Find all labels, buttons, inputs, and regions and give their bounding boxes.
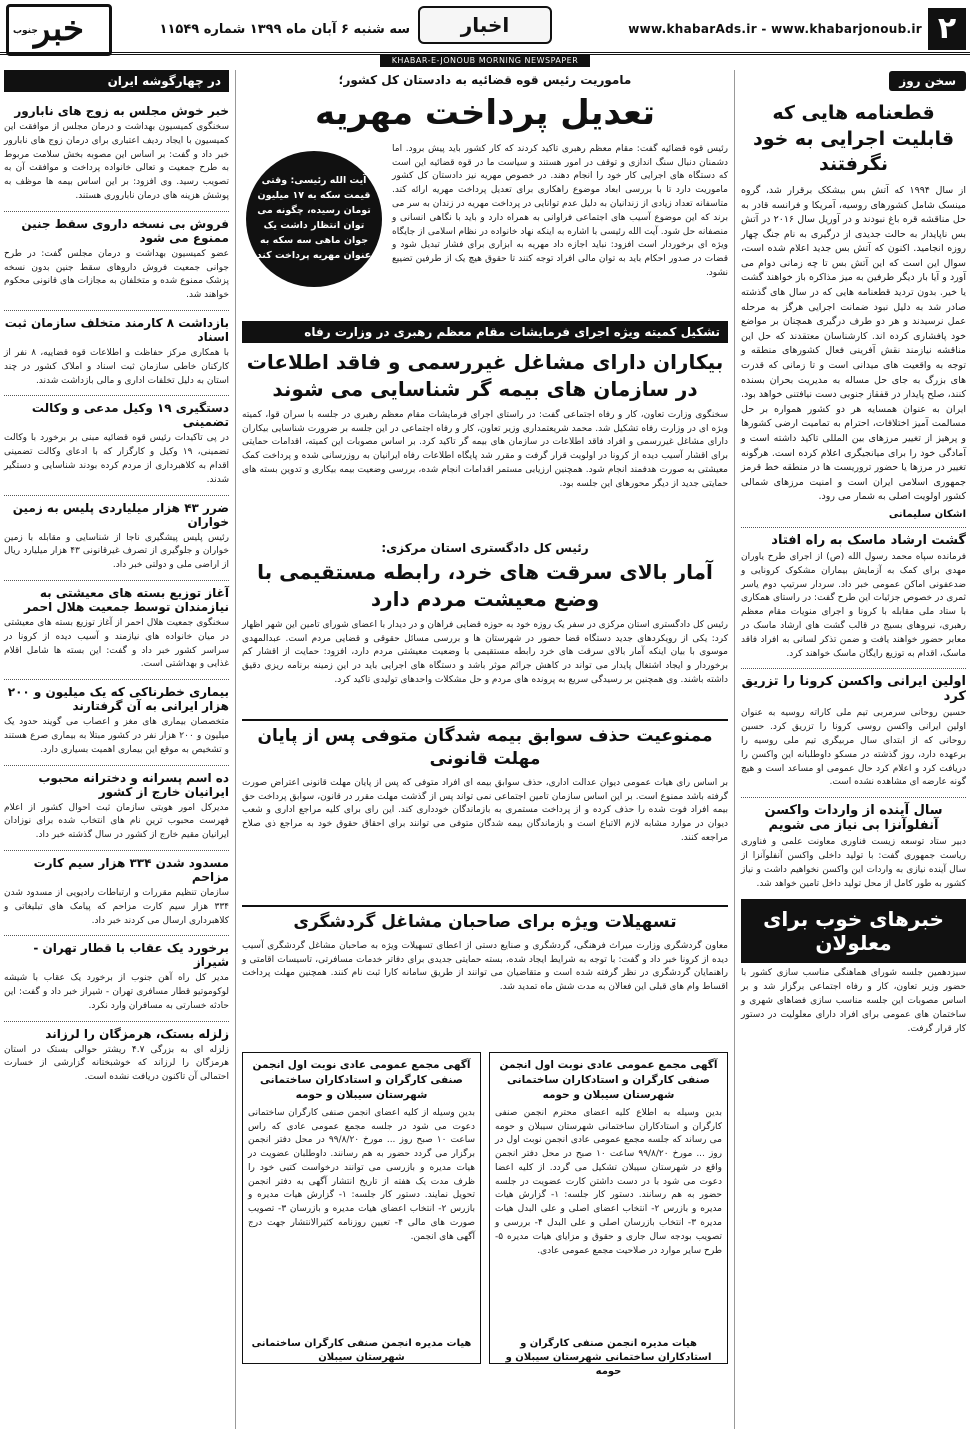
brief-title: ضرر ۴۳ هزار میلیاردی پلیس به زمین خواران — [4, 495, 229, 529]
notice-footer: هیات مدیره انجمن صنفی کارگران ساختمانی شهرستان سیبلان — [251, 1337, 472, 1363]
lead-body: رئیس قوه قضائیه گفت: مقام معظم رهبری تاکید کردند که کار کشور باید پیش برود. اما دشمنان دنبال سنگ اندازی و توقف در امور هستند و سیاست ما در قوه قضائیه این است که دستگاه های اجرایی کار خود را انجام دهند. در خصوص مهریه نیز دادستان کل کشور ماموریت دارد تا با بررسی ابعاد موضوع راهکاری برای تعدیل پرداخت مهریه ارائه کند. متاسفانه تعداد زیادی از زندانیان به دلیل عدم توانایی در پرداخت مهریه در زندان به سر می برند که این موضوع آسیب های اجتماعی فراوانی به همراه دارد و باید با نگاهی انسانی و منصفانه حل شود. آیت الله رئیسی با اشاره به اینکه نهاد خانواده در نظام اسلامی از جایگاه ویژه ای برخوردار است افزود: نباید اجازه داد مهریه به ابزاری برای فشار تبدیل شود و قضات در صدور احکام باید به توان مالی افراد توجه کنند تا حقوق هیچ یک از طرفین تضییع نشود. — [392, 143, 728, 279]
issue-info: سه شنبه ۶ آبان ماه ۱۳۹۹ شماره ۱۱۵۴۹ — [159, 22, 410, 37]
news-body: حسین روحانی سرمربی تیم ملی کاراته روسیه به عنوان اولین ایرانی واکسن روسی کرونا را تزریق کرد. حسین روحانی که از ابتدای سال مربیگری تیم ملی روسیه را برعهده دارد، روز گذشته در مسکو داوطلبانه این واکسن را دریافت کرد و اعلام کرد حال عمومی او مساعد است و هیچ گونه عارضه ای مشاهده نشده است. — [741, 708, 966, 788]
welfare-headline: بیکاران دارای مشاغل غیررسمی و فاقد اطلاعات در سازمان های بیمه گر شناسایی می شوند — [246, 349, 724, 401]
brief-body: مدیرکل امور هویتی سازمان ثبت احوال کشور از اعلام فهرست محبوب ترین نام های انتخاب شده برای نوزادان ایرانیان مقیم خارج از کشور در سال گذشته خبر داد. — [4, 802, 229, 841]
news-title: اولین ایرانی واکسن کرونا را تزریق کرد — [741, 668, 966, 704]
right-column — [734, 70, 966, 1429]
brief-title: بازداشت ۸ کارمند متخلف سازمان ثبت اسناد — [4, 310, 229, 344]
provinces-label: در چهارگوشه ایران — [4, 70, 229, 92]
brief-title: مسدود شدن ۳۳۴ هزار سیم کارت مزاحم — [4, 850, 229, 884]
brief-body: مدیر کل راه آهن جنوب از برخورد یک عقاب با شیشه لوکوموتیو قطار مسافری تهران - شیراز خبر داد و گفت: این حادثه خسارتی به مسافران وارد نکرد. — [4, 973, 229, 1011]
tourism-headline: تسهیلات ویژه برای صاحبان مشاغل گردشگری — [242, 905, 728, 934]
welfare-body: سخنگوی وزارت تعاون، کار و رفاه اجتماعی گفت: در راستای اجرای فرمایشات مقام معظم رهبری در جلسه با سران قوا، کمیته ویژه ای در وزارت رفاه تشکیل شد. محمد شریعتمداری وزیر تعاون، کار و رفاه اجتماعی در این جلسه بر ضرورت شناسایی بیکاران دارای مشاغل غیررسمی و افراد فاقد اطلاعات در سازمان های بیمه گر تاکید کرد. بر اساس مصوبات این کمیته، اقدامات حمایتی برای اقشار آسیب دیده از کرونا در اولویت قرار گرفت و مقرر شد پایگاه اطلاعات رفاه ایرانیان به روزرسانی شده و پرداخت کمک معیشتی به صورت هدفمند انجام شود. همچنین ارزیابی مستمر اقدامات انجام شده، بررسی وضعیت بیمه بیکاری و تدوین بسته های حمایتی جدید از دیگر محورهای این جلسه بود. — [242, 409, 728, 489]
brief-body: در پی تاکیدات رئیس قوه قضائیه مبنی بر برخورد با وکالت تضمینی، ۱۹ وکیل و کارگزار که با ادعای وکالت تضمینی اقدام به کلاهبرداری از مردم کرده بودند شناسایی و دستگیر شدند. — [4, 433, 229, 485]
brief-title: بیماری خطرناکی که یک میلیون و ۲۰۰ هزار ایرانی به آن گرفتارند — [4, 679, 229, 713]
theft-body: رئیس کل دادگستری استان مرکزی در سفر یک روزه خود به حوزه قضایی فراهان و در دیدار با اعضای شورای تامین این شهر اظهار کرد: یکی از رویکردهای جدید دستگاه قضا حضور در شهرستان ها و بررسی مسائل حقوقی و قضایی مردم است. عبدالمهدی موسوی با بیان اینکه آمار بالای سرقت های خرد رابطه مستقیمی با وضعیت معیشتی مردم دارد، افزود: حمایت از اقشار کم برخوردار و ایجاد اشتغال پایدار می تواند در کاهش جرائم موثر باشد و دستگاه های اجرایی باید در این زمینه برنامه ریزی دقیق داشته باشند. وی همچنین بر رسیدگی سریع به پرونده های مردم و حل مشکلات واحدهای تولیدی تاکید کرد. — [242, 619, 728, 686]
lead-kicker: ماموریت رئیس قوه قضائیه به دادستان کل کشور؛ — [338, 73, 632, 87]
news-body: دبیر ستاد توسعه زیست فناوری معاونت علمی و فناوری ریاست جمهوری گفت: با تولید داخلی واکسن آنفلوآنزا از سال آینده نیازی به واردات این واکسن نخواهیم داشت و نیاز کشور به طور کامل از محل تولید داخل تامین خواهد شد. — [741, 837, 966, 889]
brief-title: ده اسم پسرانه و دخترانه محبوب ایرانیان خارج از کشور — [4, 765, 229, 799]
theft-headline: آمار بالای سرقت های خرد، رابطه مستقیمی با وضع معیشت مردم دارد — [257, 559, 713, 611]
page-header — [0, 0, 970, 66]
brief-title: فروش بی نسخه داروی سقط جنین ممنوع می شود — [4, 211, 229, 245]
notices-row — [242, 1052, 728, 1377]
theft-kicker: رئیس کل دادگستری استان مرکزی: — [381, 540, 589, 555]
tourism-body: معاون گردشگری وزارت میراث فرهنگی، گردشگری و صنایع دستی از اعطای تسهیلات ویژه به صاحبان مشاغل گردشگری آسیب دیده از کرونا خبر داد و گفت: با توجه به شرایط ایجاد شده، بسته حمایتی جدیدی برای دفاتر خدمات مسافرتی، تاسیسات اقامتی و راهنمایان گردشگری در نظر گرفته شده است و متقاضیان می توانند از طریق سامانه کارا ثبت نام کنند. همچنین مهلت پرداخت اقساط وام های قبلی این فعالان به مدت شش ماه تمدید شد. — [242, 940, 728, 993]
section-title: اخبار — [418, 6, 552, 44]
news-title: سال آینده از واردات واکسن آنفلوآنزا بی نیاز می شویم — [741, 797, 966, 833]
news-body: فرمانده سپاه محمد رسول الله (ص) از اجرای طرح یاوران مهدی برای کمک به آزمایش بیماران مشکوک کرونایی و ضدعفونی اماکن عمومی خبر داد. سردار سرتیپ دوم یاسر ثمری در خصوص جزئیات این طرح گفت: در راستای همکاری با ستاد ملی مقابله با کرونا و اجرای منویات مقام معظم رهبری، نیروهای بسیج در قالب گشت های ارشاد ماسک در معابر حضور خواهند یافت و ضمن تذکر لسانی به افراد فاقد ماسک، اقدام به توزیع رایگان ماسک خواهند کرد. — [741, 551, 966, 659]
editorial-title: قطعنامه هایی که قابلیت اجرایی به خود نگرفتند — [752, 102, 955, 176]
disabled-news-body: سیزدهمین جلسه شورای هماهنگی مناسب سازی کشور با حضور وزیر تعاون، کار و رفاه اجتماعی برگزار شد و بر اساس مصوبات این جلسه مناسب سازی فضاهای شهری و ساختمان های عمومی برای افراد دارای معلولیت در دستور کار قرار گرفت. — [741, 968, 966, 1034]
editorial-label: سخن روز — [889, 71, 966, 91]
lead-headline: تعدیل پرداخت مهریه — [315, 93, 655, 133]
newspaper-logo — [6, 4, 112, 56]
welfare-bar: تشکیل کمیته ویژه اجرای فرمایشات مقام معظم رهبری در وزارت رفاه — [242, 321, 728, 343]
logo-subtitle: جنوب — [13, 26, 38, 36]
masthead-english: KHABAR-E-JONOUB MORNING NEWSPAPER — [380, 54, 590, 67]
lead-story — [242, 143, 728, 313]
notice-box — [489, 1052, 728, 1377]
brief-body: عضو کمیسیون بهداشت و درمان مجلس گفت: در طرح جوانی جمعیت فروش داروهای سقط جنین بدون نسخه پزشک ممنوع شده و متخلفان به مجازات های قانونی محکوم خواهند شد. — [4, 248, 229, 301]
notice-title: آگهی مجمع عمومی عادی نوبت اول انجمن صنفی کارگران و استادکاران ساختمانی شهرستان سیبلان و حومه — [499, 1058, 718, 1101]
brief-title: برخورد یک عقاب با قطار تهران - شیراز — [4, 935, 229, 969]
brief-body: رئیس پلیس پیشگیری ناجا از شناسایی و مقابله با زمین خواران و جلوگیری از تصرف غیرقانونی ۴۳ هزار میلیارد ریال از اراضی ملی و دولتی خبر داد. — [4, 532, 229, 571]
brief-body: سخنگوی جمعیت هلال احمر از آغاز توزیع بسته های معیشتی در میان خانواده های نیازمند و آسیب دیده از کرونا در سراسر کشور خبر داد و گفت: این بسته ها شامل اقلام غذایی و بهداشتی است. — [4, 617, 229, 670]
insurance-body: بر اساس رای هیات عمومی دیوان عدالت اداری، حذف سوابق بیمه ای افراد متوفی که پس از پایان مهلت قانونی اعتراض صورت گرفته باشد ممنوع است. بر این اساس سازمان تامین اجتماعی نمی تواند پس از گذشت مهلت مقرر در قانون، سوابق پرداخت حق بیمه افراد فوت شده را حذف کرده و از پرداخت مستمری به بازماندگان خودداری کند. این رای برای کلیه مراجع اداری و شعب دیوان در موارد مشابه لازم الاتباع است و بازماندگان بیمه شدگان متوفی می توانند برای احقاق حقوق خود به مراجع ذی صلاح مراجعه کنند. — [242, 777, 728, 843]
notice-box — [242, 1052, 481, 1364]
logo-text: خبر — [33, 9, 85, 49]
notice-body: بدین وسیله از کلیه اعضای انجمن صنفی کارگران ساختمانی دعوت می شود در جلسه مجمع عمومی عادی که راس ساعت ۱۰ صبح روز ... مورخ ۹۹/۸/۲۰ در محل دفتر انجمن برگزار می گردد حضور به هم رسانند. داوطلبان عضویت در هیات مدیره و بازرسی می توانند درخواست کتبی خود را ظرف مدت یک هفته از تاریخ انتشار آگهی به دفتر انجمن تحویل نمایند. دستور کار جلسه: ۱- گزارش هیات مدیره و بازرس ۲- انتخاب اعضای هیات مدیره و بازرسان ۳- تصویب صورت های مالی ۴- تعیین روزنامه کثیرالانتشار جهت درج آگهی های انجمن. — [248, 1107, 475, 1242]
notice-title: آگهی مجمع عمومی عادی نوبت اول انجمن صنفی کارگران و استادکاران ساختمانی شهرستان سیبلان و حومه — [252, 1058, 471, 1101]
brief-body: زلزله ای به بزرگی ۴.۷ ریشتر حوالی بستک در استان هرمزگان را لرزاند که خوشبختانه گزارشی از خسارت احتمالی آن تاکنون دریافت نشده است. — [4, 1044, 229, 1083]
brief-title: دستگیری ۱۹ وکیل مدعی و وکالت تضمینی — [4, 395, 229, 429]
news-title: گشت ارشاد ماسک به راه افتاد — [741, 527, 966, 548]
site-urls[interactable]: www.khabarAds.ir - www.khabarjonoub.ir — [628, 22, 922, 36]
brief-title: آغاز توزیع بسته های معیشتی به نیازمندان توسط جمعیت هلال احمر — [4, 580, 229, 614]
left-column — [4, 70, 236, 1429]
page-number: ۲ — [928, 8, 966, 50]
disabled-news-title: خبرهای خوب برای معلولان — [741, 899, 966, 963]
notice-body: بدین وسیله به اطلاع کلیه اعضای محترم انجمن صنفی کارگران و استادکاران ساختمانی شهرستان سیبلان و حومه می رساند که جلسه مجمع عمومی عادی انجمن نوبت اول در روز ... مورخ ۹۹/۸/۲۰ ساعت ۱۰ صبح در محل دفتر انجمن واقع در شهرستان سیبلان تشکیل می گردد. از کلیه اعضا دعوت می شود با در دست داشتن کارت عضویت در جلسه حضور به هم رسانند. دستور کار جلسه: ۱- گزارش هیات مدیره و بازرس ۲- انتخاب اعضای اصلی و علی البدل هیات مدیره ۳- انتخاب بازرسان اصلی و علی البدل ۴- بررسی و تصویب بودجه سال جاری و حقوق و مزایای هیات مدیره ۵- طرح سایر موارد در صلاحیت مجمع عمومی عادی. — [495, 1107, 722, 1256]
quote-badge: آیت الله رئیسی: وقتی قیمت سکه به ۱۷ میلیون تومان رسیده، چگونه می توان انتظار داشت یک جوان ماهی سه سکه به عنوان مهریه پرداخت کند — [246, 151, 382, 287]
middle-column — [242, 70, 728, 1429]
notice-footer: هیات مدیره انجمن صنفی کارگران و استادکاران ساختمانی شهرستان سیبلان و حومه — [505, 1337, 712, 1377]
brief-body: سازمان تنظیم مقررات و ارتباطات رادیویی از مسدود شدن ۳۳۴ هزار سیم کارت مزاحم که پیامک های تبلیغاتی و کلاهبرداری ارسال می کردند خبر داد. — [4, 887, 229, 926]
brief-title: زلزله بستک، هرمزگان را لرزاند — [4, 1021, 229, 1041]
editorial-body: از سال ۱۹۹۴ که آتش بس بیشکک برقرار شد، گروه مینسک شامل کشورهای روسیه، آمریکا و فرانسه قادر به حل مناقشه قره باغ نبودند و در آوریل سال ۲۰۱۶ در آتش بس ناپایدار به حالت جدیدی از درگیری به نام جنگ چهار روزه انجامید. اکنون که آتش بس جدید اعلام شده است، سوال این است که این آتش بس تا چه زمانی دوام می آورد و آیا بار دیگر طرفین به میز مذاکره باز خواهند گشت یا خیر. بدون تردید قطعنامه هایی که در سال های گذشته صادر شد به دلیل نبود ضمانت اجرایی هرگز به مرحله عمل نرسیدند و هر دو طرف درگیری همچنان بر مواضع خود پافشاری کرده اند. کارشناسان معتقدند که حل این مناقشه نیازمند نقش آفرینی فعال کشورهای منطقه و توجه به واقعیت های میدانی است و تا زمانی که قدرت های بزرگ به جای حل مساله به مدیریت بحران بسنده کنند، صلح پایدار در قفقاز جنوبی دست نیافتنی خواهد بود. ایران به عنوان همسایه هر دو کشور همواره بر حل مسالمت آمیز اختلافات، احترام به تمامیت ارضی کشورها و پرهیز از تغییر مرزهای بین المللی تاکید داشته است و آمادگی خود را برای میانجیگری اعلام کرده است. هرگونه تغییر در مرزها یا حضور تروریست ها در منطقه خط قرمز جمهوری اسلامی ایران است و امنیت مرزهای شمالی کشور اولویت اصلی به شمار می رود. — [741, 184, 966, 503]
brief-body: با همکاری مرکز حفاظت و اطلاعات قوه قضاییه، ۸ نفر از کارکنان خاطی سازمان ثبت اسناد و املاک کشور در چند استان به دلیل تخلفات اداری و مالی بازداشت شدند. — [4, 347, 229, 386]
brief-body: سخنگوی کمیسیون بهداشت و درمان مجلس از موافقت این کمیسیون با ایجاد ردیف اعتباری برای درمان زوج های نابارور خبر داد و گفت: بر اساس این مصوبه بخش سلامت مربوط به طرح جمعیت و تعالی خانواده پرداخت و موافقت آن به تصویب رسید. وی افزود: بر این اساس بیمه ها موظف به پوشش هزینه های درمان ناباروری هستند. — [4, 122, 229, 201]
editorial-author: اشکان سلیمانی — [888, 508, 966, 520]
brief-title: خبر خوش مجلس به زوج های نابارور — [14, 104, 229, 118]
brief-body: متخصصان بیماری های مغز و اعصاب می گویند حدود یک میلیون و ۲۰۰ هزار نفر در کشور مبتلا به بیماری صرع هستند و تشخیص به موقع این بیماری اهمیت بسیاری دارد. — [4, 717, 229, 755]
insurance-headline: ممنوعیت حذف سوابق بیمه شدگان متوفی پس از پایان مهلت قانونی — [242, 719, 728, 771]
